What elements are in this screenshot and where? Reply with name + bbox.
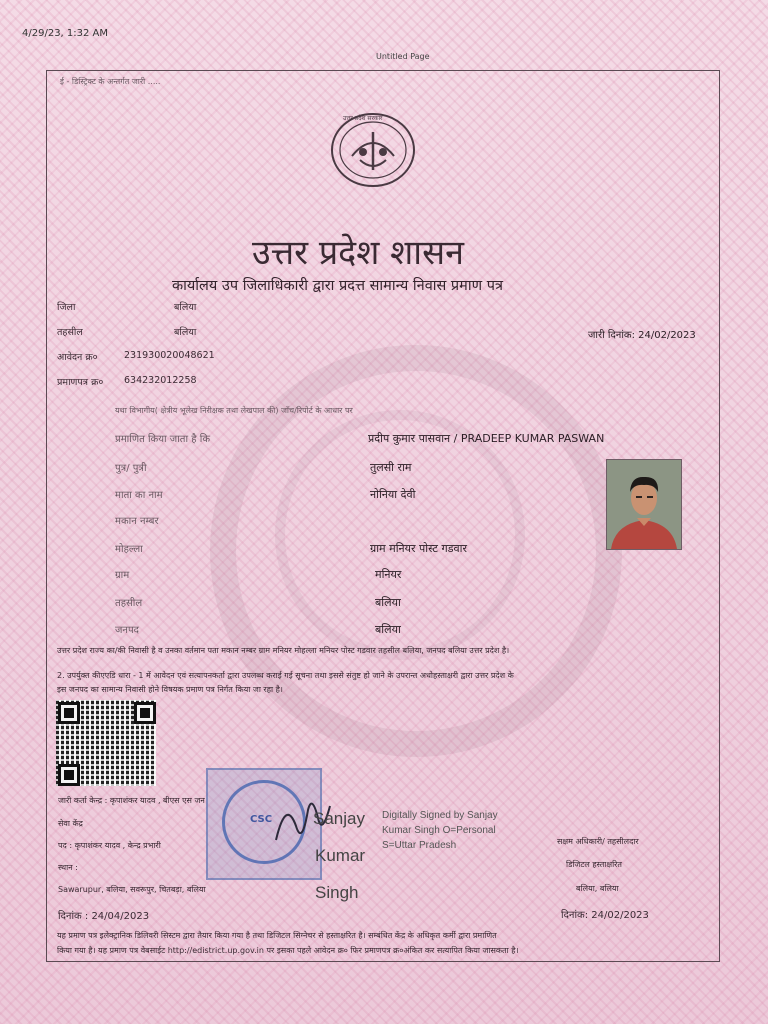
tehsil-label: तहसील — [57, 327, 83, 338]
digital-sign-line2: Kumar Singh O=Personal — [382, 825, 496, 836]
qr-code — [56, 700, 156, 786]
certificate-title: उत्तर प्रदेश शासन — [252, 233, 464, 273]
field-label: मकान नम्बर — [115, 516, 159, 527]
application-number: 231930020048621 — [124, 350, 215, 361]
field-value: बलिया — [375, 623, 401, 636]
verification-statement-line1: 2. उपर्युक्त कीएएडि धारा - 1 में आवेदन एवं सत्यापनकर्ता द्वारा उपलब्ध कराई गई सूचना तथा इससे संतुष्ट हो जाने के उपरान्त अधोहस्ताक्षरी द्वारा उत्तर प्रदेश के — [57, 671, 514, 680]
field-label: मोहल्ला — [115, 544, 143, 555]
certificate-subtitle: कार्यालय उप जिलाधिकारी द्वारा प्रदत्त सामान्य निवास प्रमाण पत्र — [172, 278, 503, 294]
service-center: सेवा केंद्र — [58, 819, 83, 828]
signature-first-name: Sanjay — [313, 809, 365, 828]
qr-finder-icon — [134, 702, 156, 724]
field-value: बलिया — [375, 596, 401, 609]
center-post: पद : कृपाशंकर यादव , केन्द्र प्रभारी — [58, 841, 161, 850]
district-label: जिला — [57, 302, 76, 313]
field-label: तहसील — [115, 598, 143, 609]
officer-place: बलिया, बलिया — [576, 884, 619, 893]
print-timestamp: 4/29/23, 1:32 AM — [22, 28, 109, 39]
digitally-signed-label: डिजिटल हस्ताक्षरित — [566, 860, 622, 869]
field-label: प्रमाणित किया जाता है कि — [115, 434, 211, 445]
field-label: माता का नाम — [115, 490, 163, 501]
verification-statement-line2: इस जनपद का सामान्य निवासी होने विषयक प्रमाण पत्र निर्गत किया जा रहा है। — [57, 685, 283, 694]
qr-finder-icon — [58, 764, 80, 786]
intro-text: यथा विभागीय( क्षेत्रीय भूलेख निरीक्षक तथा लेखपाल की) जाँच/रिपोर्ट के आधार पर — [115, 406, 353, 415]
field-value: ग्राम मनियर पोस्ट गडवार — [370, 542, 467, 555]
competent-officer: सक्षम अधिकारी/ तहसीलदार — [557, 837, 639, 846]
up-govt-emblem-icon — [330, 112, 416, 188]
field-value: तुलसी राम — [370, 461, 412, 474]
digital-sign-line3: S=Uttar Pradesh — [382, 840, 457, 851]
issuing-center: जारी कर्ता केन्द्र : कृपाशंकर यादव , बीएस एस जन — [58, 796, 205, 805]
residence-statement: उत्तर प्रदेश राज्य का/की निवासी है व उनका वर्तमान पता मकान नम्बर ग्राम मनियर मोहल्ला मनियर पोस्ट गडवार तहसील बलिया, जनपद बलिया उत्तर प्रदेश है। — [57, 646, 510, 655]
digital-sign-line1: Digitally Signed by Sanjay — [382, 810, 498, 821]
field-label: ग्राम — [115, 570, 130, 581]
place-label: स्थान : — [58, 863, 78, 872]
field-label: पुत्र/ पुत्री — [115, 463, 147, 474]
field-value: प्रदीप कुमार पासवान / PRADEEP KUMAR PASWAN — [368, 432, 605, 445]
bottom-note-line2: किया गया है। यह प्रमाण पत्र वेबसाईट http://edistrict.up.gov.in पर इसका पहले आवेदन क्र० फिर प्रमाणपत्र क्र०अंकित कर सत्यापित किया जासकता है। — [57, 946, 519, 955]
application-label: आवेदन क्र० — [57, 352, 98, 363]
print-page-title: Untitled Page — [376, 52, 430, 61]
top-note: ई - डिस्ट्रिक्ट के अन्तर्गत जारी ..... — [60, 77, 161, 86]
field-value: मनियर — [375, 568, 402, 581]
person-photo-icon — [607, 460, 681, 549]
center-date: दिनांक : 24/04/2023 — [58, 911, 150, 922]
applicant-photo — [606, 459, 682, 550]
center-address: Sawarupur, बलिया, सवरूपुर, चितबड़ा, बलिया — [58, 885, 206, 894]
issue-date: जारी दिनांक: 24/02/2023 — [588, 330, 696, 341]
stamp-label: CSC — [250, 814, 273, 825]
certificate-number-label: प्रमाणपत्र क्र० — [57, 377, 104, 388]
emblem-text: उत्तर प्रदेश सरकार — [343, 115, 383, 122]
certificate-number: 634232012258 — [124, 375, 197, 386]
bottom-note-line1: यह प्रमाण पत्र इलेक्ट्रानिक डिलिवरी सिस्टम द्वारा तैयार किया गया है तथा डिजिटल सिग्नेचर से हस्ताक्षरित है। सम्बंधित केंद्र के अधिकृत कर्मी द्वारा प्रमाणित — [57, 931, 497, 940]
signature-middle-name: Kumar — [315, 846, 366, 865]
tehsil-value: बलिया — [174, 327, 197, 338]
district-value: बलिया — [174, 302, 197, 313]
signature-last-name: Singh — [315, 883, 359, 902]
qr-finder-icon — [58, 702, 80, 724]
field-value: नोनिया देवी — [370, 488, 416, 501]
field-label: जनपद — [115, 625, 139, 636]
officer-date: दिनांक: 24/02/2023 — [561, 910, 649, 921]
